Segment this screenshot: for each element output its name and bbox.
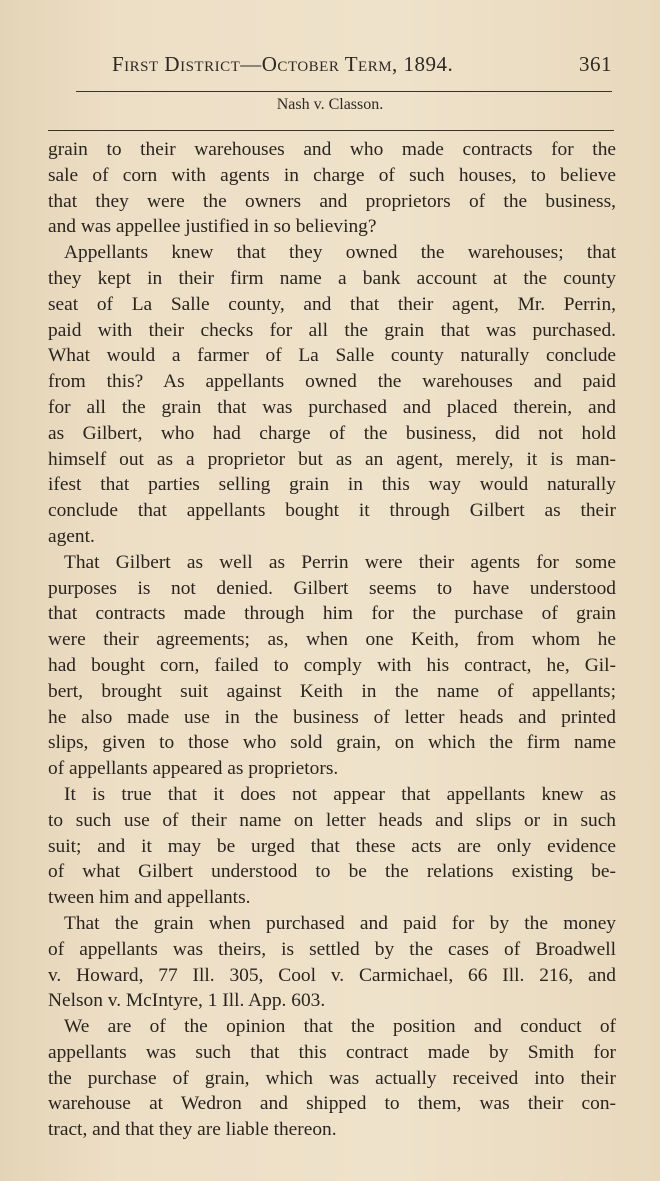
text-line: It is true that it does not appear that appellants knew as [64,783,616,805]
text-line: ifest that parties selling grain in this way would naturally [48,474,616,496]
text-line: That the grain when purchased and paid for by the money [64,912,616,934]
text-line: of appellants appeared as proprietors. [48,758,339,780]
text-line: seat of La Salle county, and that their agent, Mr. Perrin, [48,293,616,315]
text-line: that they were the owners and proprietors of the business, [48,190,616,212]
text-line: sale of corn with agents in charge of such houses, to believe [48,164,616,186]
text-line: of appellants was theirs, is settled by the cases of Broadwell [48,938,616,960]
text-line: conclude that appellants bought it through Gilbert as their [48,500,616,522]
text-line: Appellants knew that they owned the warehouses; that [64,242,616,264]
text-line: for all the grain that was purchased and placed therein, and [48,396,616,418]
case-caption [0,96,660,114]
text-line: purposes is not denied. Gilbert seems to have understood [48,577,616,599]
text-line: tract, and that they are liable thereon. [48,1119,337,1141]
text-line: slips, given to those who sold grain, on which the firm name [48,732,616,754]
text-line: suit; and it may be urged that these acts are only evidence [48,835,616,857]
text-line: Nelson v. McIntyre, 1 Ill. App. 603. [48,990,326,1012]
text-line: agent. [48,525,95,547]
text-line: of what Gilbert understood to be the relations existing be- [48,861,616,883]
text-line: What would a farmer of La Salle county naturally conclude [48,345,616,367]
opinion-text [48,137,616,1143]
text-line: that contracts made through him for the purchase of grain [48,603,616,625]
case-caption-text: Nash v. Classon. [276,96,384,113]
text-line: they kept in their firm name a bank account at the county [48,267,616,289]
text-line: warehouse at Wedron and shipped to them, was their con- [48,1093,616,1115]
text-line: from this? As appellants owned the warehouses and paid [48,371,616,393]
text-line: paid with their checks for all the grain that was purchased. [48,319,616,341]
text-line: grain to their warehouses and who made contracts for the [48,139,616,160]
text-line: were their agreements; as, when one Keith, from whom he [48,629,616,651]
text-line: he also made use in the business of letter heads and printed [48,706,616,728]
text-line: as Gilbert, who had charge of the business, did not hold [48,422,616,444]
text-line: We are of the opinion that the position and conduct of [64,1016,616,1038]
page-number: 361 [579,52,612,76]
running-head-title: First District—October Term, 1894. [112,52,454,76]
text-line: and was appellee justified in so believing? [48,216,377,238]
text-line: the purchase of grain, which was actually received into their [48,1067,616,1089]
text-line: had bought corn, failed to comply with his contract, he, Gil- [48,654,616,676]
header-rule-top [76,91,612,92]
text-line: v. Howard, 77 Ill. 305, Cool v. Carmichael, 66 Ill. 216, and [48,964,616,986]
text-line: tween him and appellants. [48,887,251,909]
header-rule-bottom [48,130,614,131]
text-line: appellants was such that this contract made by Smith for [48,1041,616,1063]
running-head [112,52,612,82]
text-line: himself out as a proprietor but as an agent, merely, it is man- [48,448,616,470]
text-line: to such use of their name on letter heads and slips or in such [48,809,616,831]
text-line: That Gilbert as well as Perrin were their agents for some [64,551,616,573]
text-line: bert, brought suit against Keith in the name of appellants; [48,680,616,702]
